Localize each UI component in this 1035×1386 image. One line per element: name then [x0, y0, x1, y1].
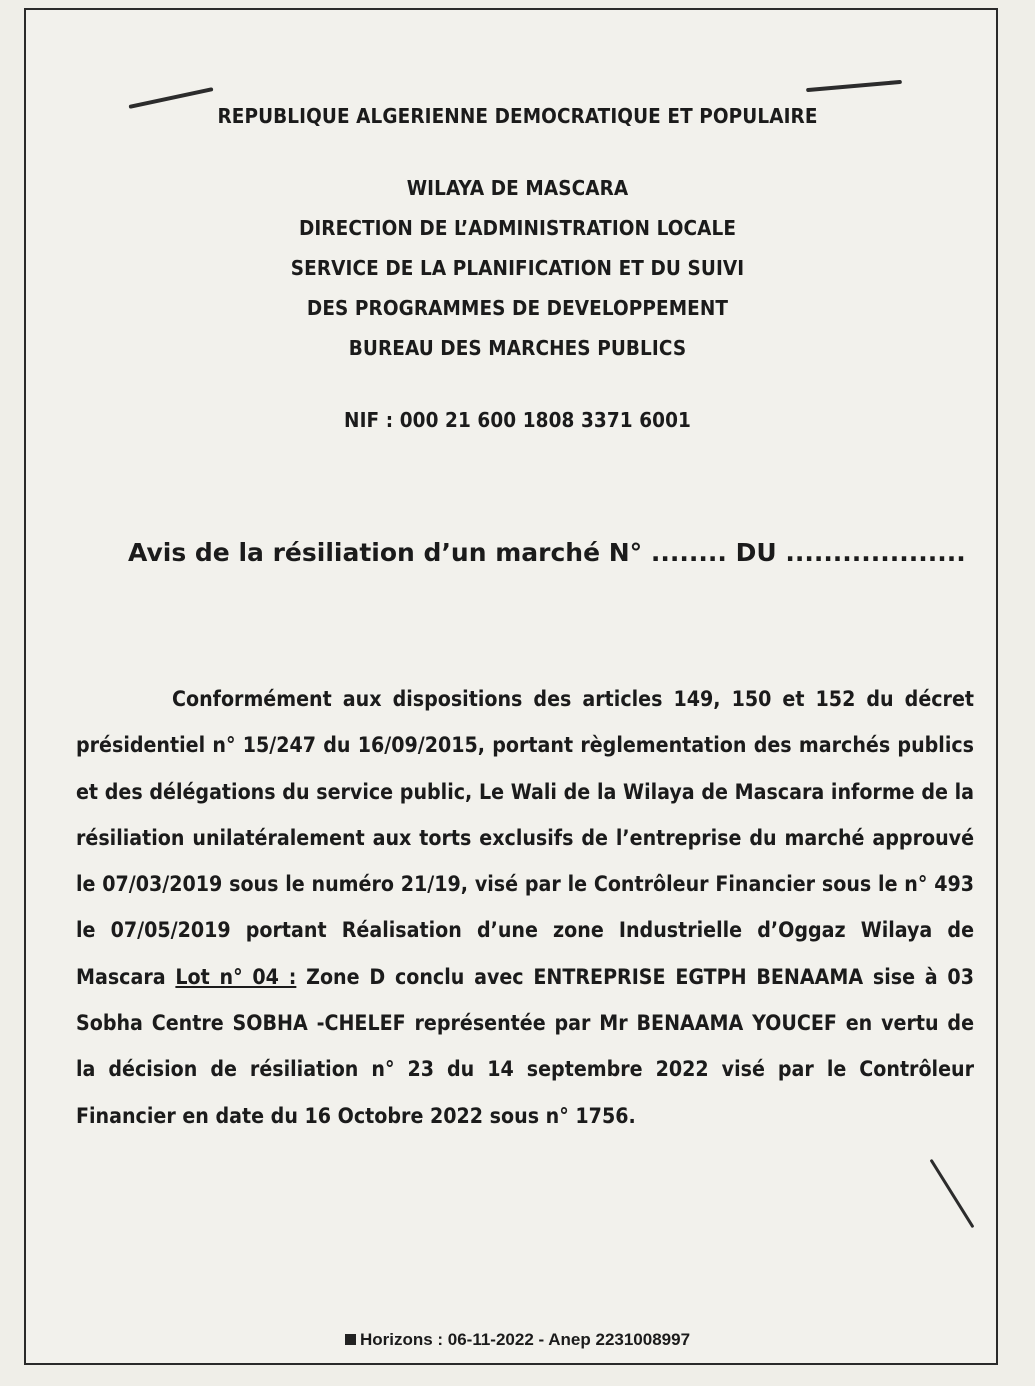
notice-title: Avis de la résiliation d’un marché N° ........ DU ................... [128, 538, 966, 567]
body-part-1: Conformément aux dispositions des articles 149, 150 et 152 du décret présidentiel n° 15/247 du 16/09/2015, portant règlementation des marchés publics et des délégations du service public, Le Wali de la Wilaya de Mascara informe de la résiliation unilatéralement aux torts exclusifs de l’entreprise du marché approuvé le 07/03/2019 sous le numéro 21/19, visé par le Contrôleur Financier sous le n° 493 le 07/05/2019 portant [76, 686, 974, 943]
header-bureau: BUREAU DES MARCHES PUBLICS [348, 336, 687, 360]
body-zone: Zone D [306, 963, 386, 989]
body-project-name: Réalisation d’une zone Industrielle d’Oggaz Wilaya de Mascara [76, 917, 974, 989]
header-nif: NIF : 000 21 600 1808 3371 6001 [344, 408, 691, 432]
footer-source [0, 1330, 1035, 1350]
footer-text: Horizons : 06-11-2022 - Anep 2231008997 [359, 1330, 691, 1349]
body-part-2: conclu avec [394, 963, 524, 989]
header-programmes: DES PROGRAMMES DE DEVELOPPEMENT [306, 296, 729, 320]
notice-body [76, 676, 974, 1139]
body-company: ENTREPRISE EGTPH BENAAMA [533, 963, 864, 989]
body-representative: Mr BENAAMA YOUCEF [599, 1010, 837, 1036]
header-wilaya: WILAYA DE MASCARA [406, 176, 629, 200]
body-lot: Lot n° 04 : [175, 963, 297, 989]
header-republic: REPUBLIQUE ALGERIENNE DEMOCRATIQUE ET POPULAIRE [217, 104, 818, 128]
square-bullet-icon [345, 1334, 356, 1345]
body-part-3: sise à 03 Sobha Centre SOBHA -CHELEF représentée par [76, 963, 974, 1036]
body-part-4: en vertu de la décision de résiliation n° 23 du 14 septembre 2022 visé par le Contrôleur Financier en date du 16 Octobre 2022 sous n° 1756. [76, 1010, 974, 1128]
header-direction: DIRECTION DE L’ADMINISTRATION LOCALE [298, 216, 737, 240]
header-service: SERVICE DE LA PLANIFICATION ET DU SUIVI [290, 256, 745, 280]
